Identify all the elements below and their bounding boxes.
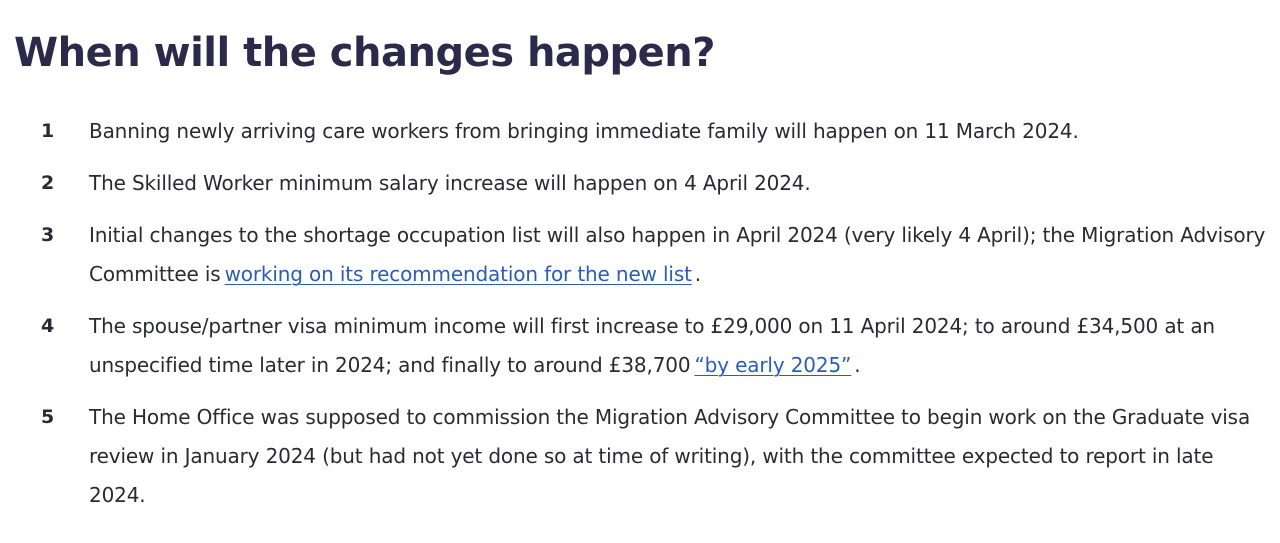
list-item-text: Banning newly arriving care workers from bringing immediate family will happen on 11 March 2024. [89,119,1079,143]
list-item-text: The Skilled Worker minimum salary increase will happen on 4 April 2024. [89,171,811,195]
mac-recommendation-link[interactable]: working on its recommendation for the new list [224,262,692,286]
by-early-2025-link[interactable]: “by early 2025” [694,353,852,377]
list-item-text [89,216,1269,294]
list-item [14,216,1269,294]
list-item-text [89,307,1269,385]
list-item-text-after: . [854,353,861,377]
list-item-number: 3 [41,224,55,246]
list-item [14,398,1269,515]
list-item [14,112,1269,151]
list-item [14,307,1269,385]
page-title: When will the changes happen? [14,30,715,76]
list-item-text-before: Initial changes to the shortage occupation list will also happen in April 2024 (very likely 4 April); the Migration Advisory Committee is [89,223,1266,286]
list-item-number: 2 [41,172,55,194]
list-item-text: The Home Office was supposed to commission the Migration Advisory Committee to begin work on the Graduate visa review in January 2024 (but had not yet done so at time of writing), with the committee expected to report in late 2024. [89,405,1251,507]
list-item-number: 4 [41,315,55,337]
list-item-number: 1 [41,120,55,142]
list-item-number: 5 [41,406,55,428]
list-item [14,164,1269,203]
list-item-text-before: The spouse/partner visa minimum income will first increase to £29,000 on 11 April 2024; to around £34,500 at an unspecified time later in 2024; and finally to around £38,700 [89,314,1215,377]
list-item-text-after: . [694,262,702,286]
changes-list [14,112,1280,515]
